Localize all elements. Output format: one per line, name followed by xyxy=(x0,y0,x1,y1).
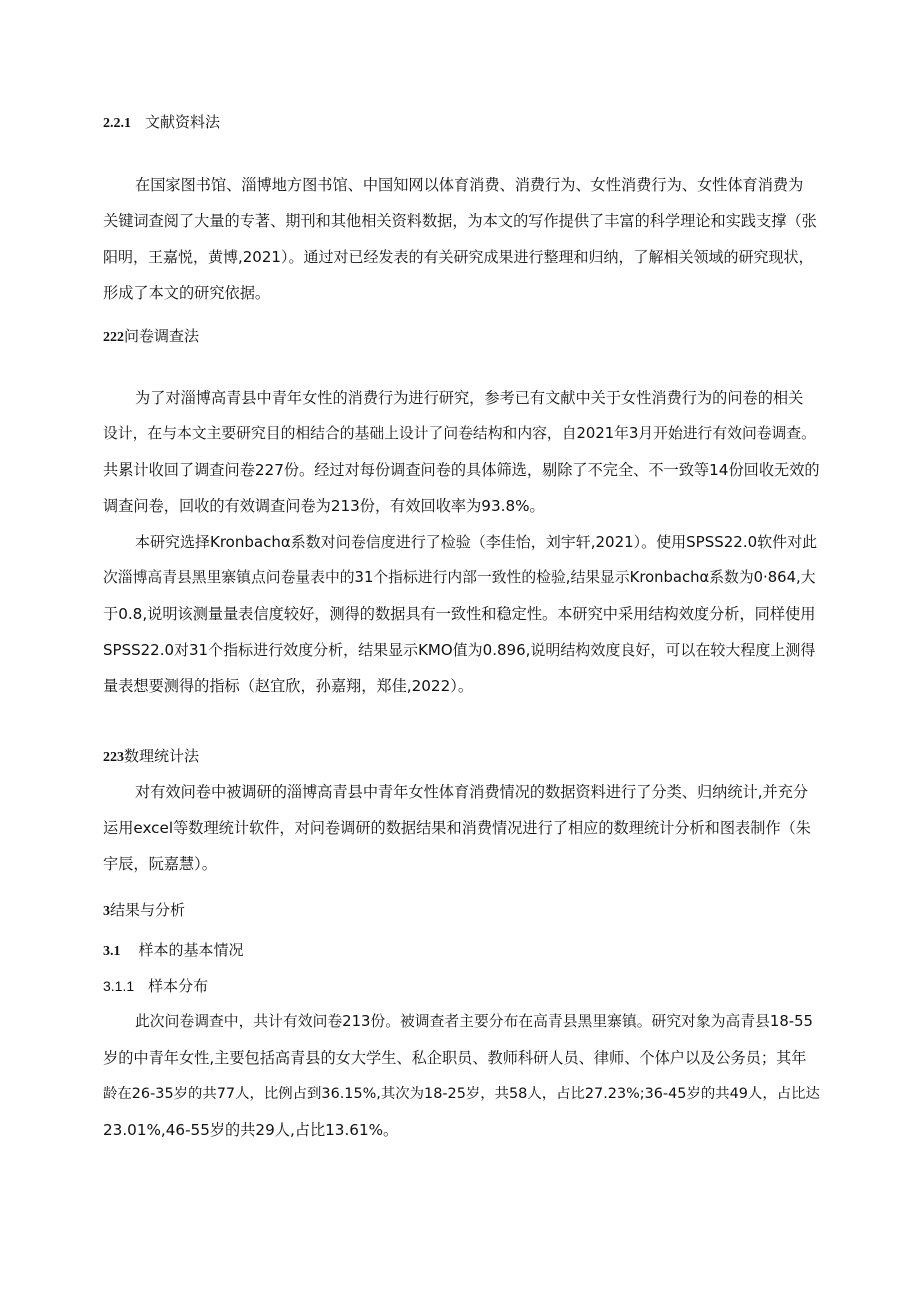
paragraph-line: 23.01%,46-55岁的共29人,占比13.61%。 xyxy=(103,1121,399,1139)
paragraph-questionnaire-method xyxy=(103,380,821,524)
paragraph-line: 本研究选择Kronbachα系数对问卷信度进行了检验（李佳怡，刘宇轩,2021）。使用SPSS22.0软件对此 xyxy=(135,533,818,551)
paragraph-line: 阳明，王嘉悦，黄博,2021）。通过对已经发表的有关研究成果进行整理和归纳，了解相关领域的研究现状， xyxy=(103,248,814,266)
section-title: 数理统计法 xyxy=(124,747,200,765)
paragraph-line: SPSS22.0对31个指标进行效度分析，结果显示KMO值为0.896,说明结构效度良好，可以在较大程度上测得 xyxy=(103,641,816,659)
section-number: 222 xyxy=(103,330,124,345)
paragraph-line: 此次问卷调查中，共计有效问卷213份。被调查者主要分布在高青县黑里寨镇。研究对象为高青县18-55 xyxy=(135,1013,813,1030)
paragraph-line: 设计，在与本文主要研究目的相结合的基础上设计了问卷结构和内容，自2021年3月开始进行有效问卷调查。 xyxy=(103,425,816,442)
section-heading-2-2-1 xyxy=(103,112,220,134)
paragraph-line: 调查问卷，回收的有效调查问卷为213份，有效回收率为93.8%。 xyxy=(103,497,545,515)
paragraph-line: 于0.8,说明该测量量表信度较好，测得的数据具有一致性和稳定性。本研究中采用结构效度分析，同样使用 xyxy=(103,605,816,623)
section-title: 文献资料法 xyxy=(145,113,221,131)
paragraph-line: 共累计收回了调查问卷227份。经过对每份调查问卷的具体筛选，剔除了不完全、不一致等14份回收无效的 xyxy=(103,461,820,479)
section-heading-3-1 xyxy=(103,940,244,962)
section-number: 3.1 xyxy=(103,944,121,959)
paragraph-statistics-method xyxy=(103,774,821,882)
paragraph-reliability xyxy=(103,524,821,704)
paragraph-line: 运用excel等数理统计软件，对问卷调研的数据结果和消费情况进行了相应的数理统计分析和图表制作（朱 xyxy=(103,819,811,837)
section-heading-3 xyxy=(103,900,185,922)
paragraph-line: 龄在26-35岁的共77人，比例占到36.15%,其次为18-25岁，共58人，占比27.23%;36-45岁的共49人，占比达 xyxy=(103,1086,820,1102)
paragraph-line: 形成了本文的研究依据。 xyxy=(103,284,271,302)
paragraph-line: 对有效问卷中被调研的淄博高青县中青年女性体育消费情况的数据资料进行了分类、归纳统计,并充分 xyxy=(135,783,809,801)
paragraph-literature-method xyxy=(103,167,821,311)
paragraph-sample-distribution xyxy=(103,1004,821,1148)
paragraph-line: 量表想要测得的指标（赵宜欣，孙嘉翔，郑佳,2022）。 xyxy=(103,677,474,695)
section-title: 样本分布 xyxy=(148,977,209,995)
section-number: 3.1.1 xyxy=(103,978,135,994)
section-heading-2-2-3 xyxy=(103,746,199,768)
paragraph-line: 次淄博高青县黑里寨镇点问卷量表中的31个指标进行内部一致性的检验,结果显示Kronbachα系数为0·864,大 xyxy=(103,569,816,586)
section-title: 问卷调查法 xyxy=(124,327,200,345)
paragraph-line: 岁的中青年女性,主要包括高青县的女大学生、私企职员、教师科研人员、律师、个体户以及公务员；其年 xyxy=(103,1049,807,1067)
section-number: 2.2.1 xyxy=(103,116,131,131)
paragraph-line: 为了对淄博高青县中青年女性的消费行为进行研究，参考已有文献中关于女性消费行为的问卷的相关 xyxy=(135,389,804,407)
section-heading-3-1-1 xyxy=(103,976,208,996)
paragraph-line: 关键词查阅了大量的专著、期刊和其他相关资料数据，为本文的写作提供了丰富的科学理论和实践支撑（张 xyxy=(103,212,817,230)
section-heading-2-2-2 xyxy=(103,326,199,348)
section-number: 3 xyxy=(103,904,110,919)
paragraph-line: 宇辰，阮嘉慧）。 xyxy=(103,855,217,873)
paragraph-line: 在国家图书馆、淄博地方图书馆、中国知网以体育消费、消费行为、女性消费行为、女性体育消费为 xyxy=(135,176,804,194)
section-number: 223 xyxy=(103,750,124,765)
section-title: 样本的基本情况 xyxy=(138,941,244,959)
section-title: 结果与分析 xyxy=(110,901,186,919)
